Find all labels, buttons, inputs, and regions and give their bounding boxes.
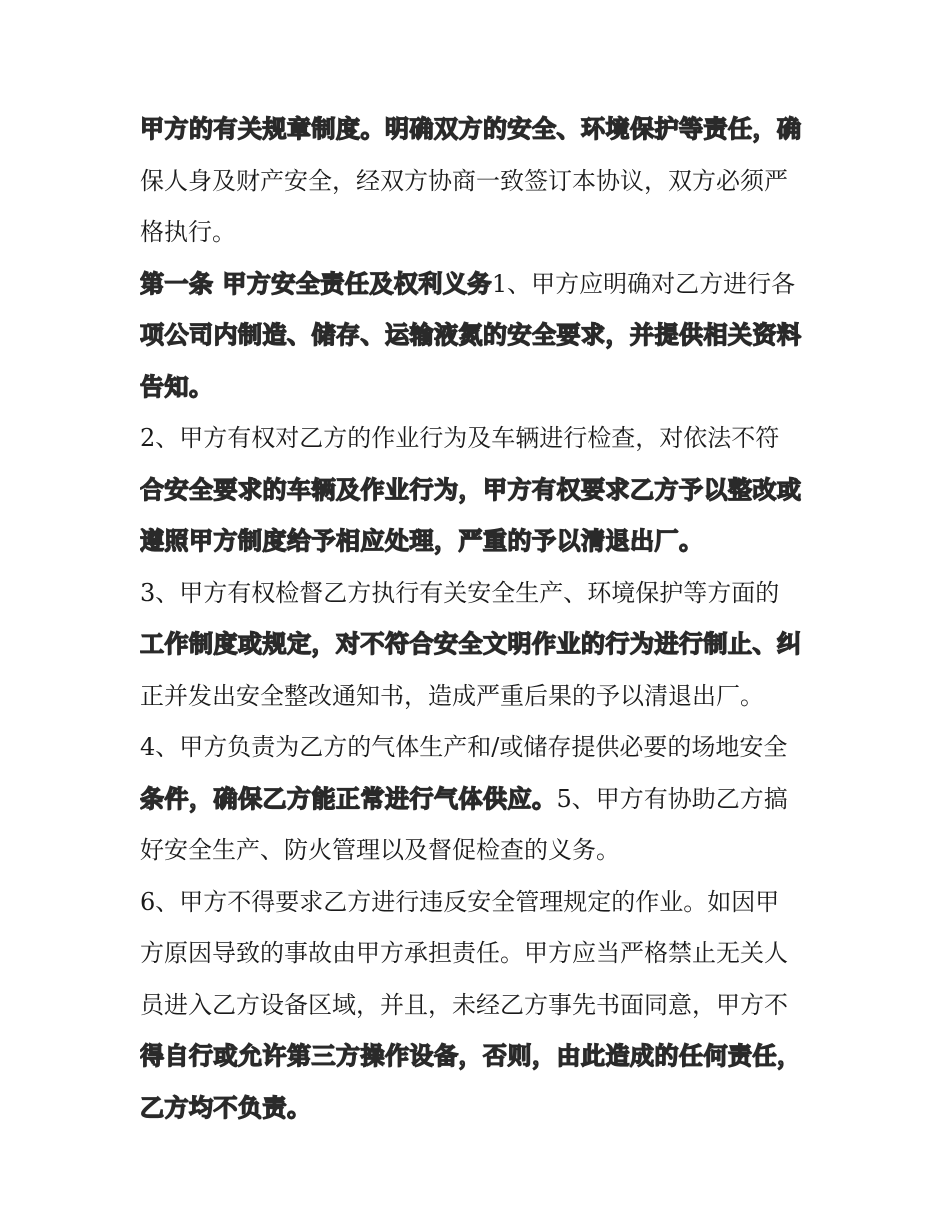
text-line [140,362,820,414]
text-line [140,310,820,362]
text-line [140,671,820,723]
text-line [140,207,820,259]
text-line [140,877,820,929]
text-line [140,413,820,465]
text-segment: 1、甲方应明确对乙方进行各 [491,269,796,298]
text-segment: 4、甲方负责为乙方的气体生产和/或储存提供必要的场地安全 [140,733,788,761]
outlined-text-segment: 工作制度或规定，对不符合安全文明作业的行为进行制止、纠 [140,630,802,658]
text-line [140,1031,820,1083]
text-line [140,722,820,774]
text-line [140,465,820,517]
outlined-text-segment: 得自行或允许第三方操作设备，否则，由此造成的任何责任， [140,1042,802,1070]
text-segment: 员进入乙方设备区域，并且，未经乙方事先书面同意，甲方不 [140,990,788,1019]
text-segment: 方原因导致的事故由甲方承担责任。甲方应当严格禁止无关人 [140,939,788,967]
text-line [140,568,820,620]
text-line [140,774,820,826]
text-segment: 5、甲方有协助乙方搞 [556,784,788,813]
outlined-text-segment: 第一条 甲方安全责任及权利义务 [140,269,492,298]
text-line [140,980,820,1032]
agreement-body-text [140,104,820,1134]
text-segment: 2、甲方有权对乙方的作业行为及车辆进行检查，对依法不符 [140,424,780,452]
text-segment: 好安全生产、防火管理以及督促检查的义务。 [140,836,620,864]
outlined-text-segment: 项公司内制造、储存、运输液氮的安全要求，并提供相关资料 [140,321,802,349]
outlined-text-segment: 条件，确保乙方能正常进行气体供应。 [140,784,557,813]
outlined-text-segment: 告知。 [140,372,214,401]
text-line [140,259,820,311]
text-line [140,619,820,671]
text-line [140,156,820,208]
outlined-text-segment: 乙方均不负责。 [140,1093,312,1122]
text-line [140,1083,820,1135]
text-segment: 6、甲方不得要求乙方进行违反安全管理规定的作业。如因甲 [140,887,780,916]
text-line [140,516,820,568]
text-segment: 3、甲方有权检督乙方执行有关安全生产、环境保护等方面的 [140,578,780,607]
outlined-text-segment: 合安全要求的车辆及作业行为，甲方有权要求乙方予以整改或 [140,475,802,504]
outlined-text-segment: 遵照甲方制度给予相应处理，严重的予以清退出厂。 [140,527,704,555]
text-segment: 保人身及财产安全，经双方协商一致签订本协议，双方必须严 [140,166,788,195]
text-line [140,825,820,877]
text-segment: 格执行。 [140,218,236,246]
outlined-text-segment: 甲方的有关规章制度。明确双方的安全、环境保护等责任，确 [140,115,802,143]
text-line [140,104,820,156]
text-line [140,928,820,980]
text-segment: 正并发出安全整改通知书，造成严重后果的予以清退出厂。 [140,681,764,710]
